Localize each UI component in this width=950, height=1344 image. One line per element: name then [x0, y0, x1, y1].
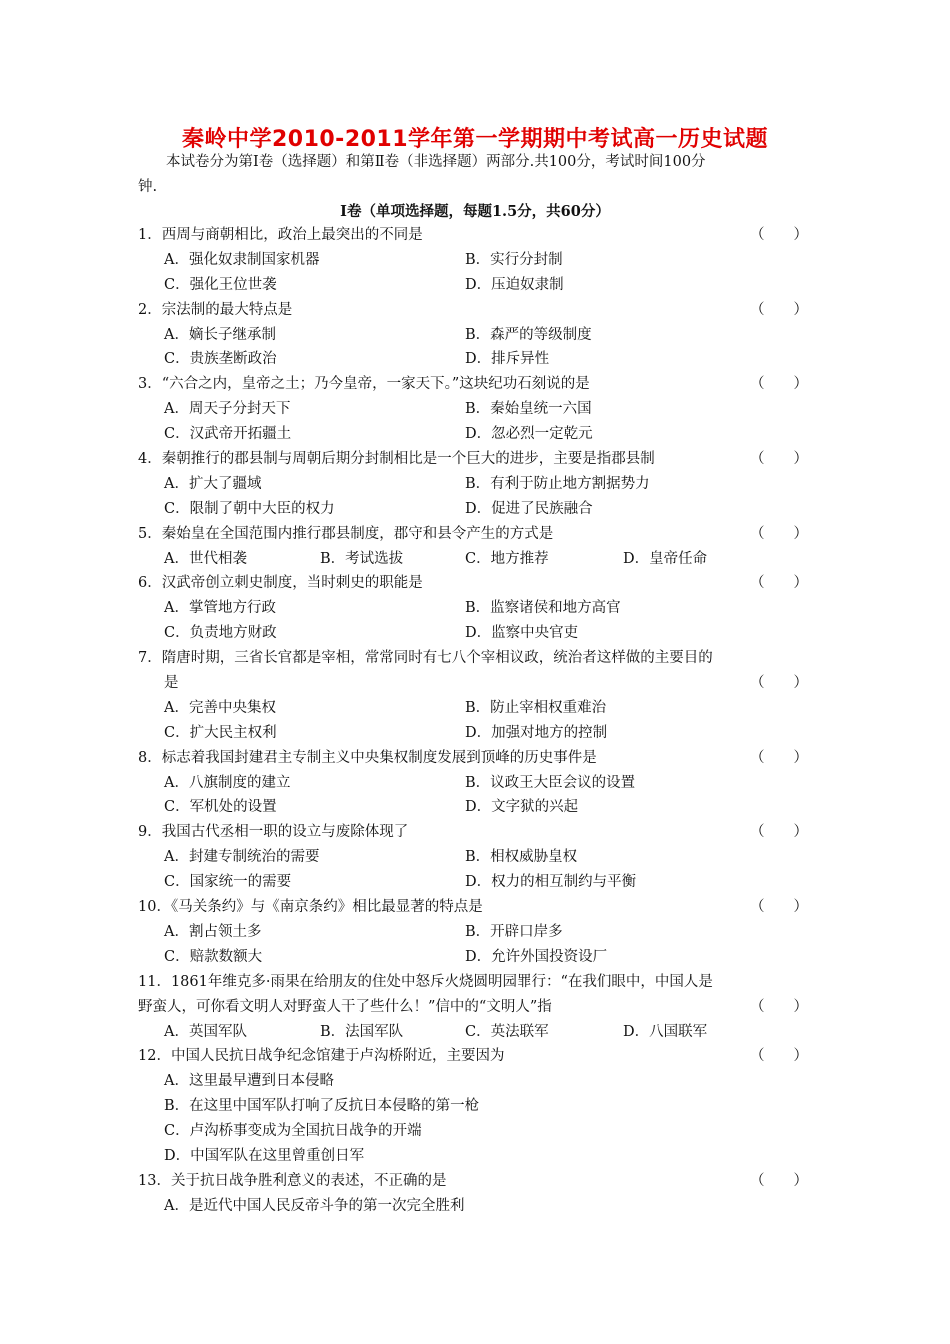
option-a: A．割占领土多 [164, 923, 262, 940]
question-stem: 12．中国人民抗日战争纪念馆建于卢沟桥附近，主要因为 （ ） [138, 1044, 808, 1069]
option-d: D．权力的相互制约与平衡 [465, 874, 637, 891]
option-c: C．地方推荐 [465, 550, 549, 567]
question-stem: 5．秦始皇在全国范围内推行郡县制度，郡守和县令产生的方式是 （ ） [138, 522, 808, 547]
question-list [138, 223, 808, 1219]
option-a: A．周天子分封天下 [164, 401, 291, 418]
question-stem: 1．西周与商朝相比，政治上最突出的不同是 （ ） [138, 223, 808, 248]
answer-bracket: （ ） [750, 998, 808, 1015]
option-b: B．在这里中国军队打响了反抗日本侵略的第一枪 [164, 1098, 480, 1115]
option-a: A．强化奴隶制国家机器 [164, 251, 320, 268]
question-stem: 3．“六合之内，皇帝之土；乃今皇帝，一家天下。”这块纪功石刻说的是 （ ） [138, 372, 808, 397]
option-c: C．限制了朝中大臣的权力 [164, 500, 335, 517]
option-b: B．实行分封制 [465, 251, 563, 268]
option-c: C．贵族垄断政治 [164, 351, 277, 368]
section-heading: Ⅰ卷（单项选择题，每题1.5分，共60分） [340, 203, 610, 220]
answer-bracket: （ ） [750, 301, 808, 318]
option-d: D．中国军队在这里曾重创日军 [164, 1147, 365, 1164]
option-d: D．排斥异性 [465, 351, 550, 368]
option-c: C．卢沟桥事变成为全国抗日战争的开端 [164, 1123, 422, 1140]
option-b: B．开辟口岸多 [465, 923, 563, 940]
option-c: C．国家统一的需要 [164, 874, 292, 891]
option-b: B．监察诸侯和地方高官 [465, 600, 621, 617]
option-a: A．这里最早遭到日本侵略 [164, 1073, 334, 1090]
option-c: C．英法联军 [465, 1023, 549, 1040]
answer-bracket: （ ） [750, 451, 808, 468]
option-d: D．皇帝任命 [623, 550, 708, 567]
option-a: A．嫡长子继承制 [164, 326, 276, 343]
option-a: A．完善中央集权 [164, 699, 276, 716]
option-a: A．扩大了疆域 [164, 475, 262, 492]
page-title: 秦岭中学2010-2011学年第一学期期中考试高一历史试题 [181, 127, 769, 152]
option-b: B．法国军队 [320, 1023, 404, 1040]
option-a: A．封建专制统治的需要 [164, 849, 320, 866]
option-b: B．防止宰相权重难治 [465, 699, 607, 716]
option-c: C．负责地方财政 [164, 625, 277, 642]
exam-intro [138, 150, 818, 200]
intro-line-1: 本试卷分为第Ⅰ卷（选择题）和第Ⅱ卷（非选择题）两部分.共100分，考试时间100分 [166, 154, 706, 170]
intro-line-2: 钟. [138, 179, 158, 195]
option-b: B．考试选拔 [320, 550, 404, 567]
question-stem-continued: 是 （ ） [138, 671, 808, 696]
option-a: A．英国军队 [164, 1023, 247, 1040]
answer-bracket: （ ） [750, 525, 808, 542]
option-b: B．秦始皇统一六国 [465, 401, 592, 418]
question-stem: 4．秦朝推行的郡县制与周朝后期分封制相比是一个巨大的进步，主要是指郡县制 （ ） [138, 447, 808, 472]
option-b: B．相权威胁皇权 [465, 849, 578, 866]
question-stem: 6．汉武帝创立刺史制度，当时刺史的职能是 （ ） [138, 571, 808, 596]
option-b: B．森严的等级制度 [465, 326, 592, 343]
question-stem-continued: 野蛮人，可你看文明人对野蛮人干了些什么！”信中的“文明人”指 （ ） [138, 995, 808, 1020]
question-stem: 10．《马关条约》与《南京条约》相比最显著的特点是 （ ） [138, 895, 808, 920]
answer-bracket: （ ） [750, 899, 808, 916]
answer-bracket: （ ） [750, 575, 808, 592]
option-d: D．八国联军 [623, 1023, 708, 1040]
answer-bracket: （ ） [750, 1172, 808, 1189]
option-d: D．压迫奴隶制 [465, 276, 564, 293]
option-b: B．有利于防止地方割据势力 [465, 475, 650, 492]
option-a: A．掌管地方行政 [164, 600, 276, 617]
question-stem: 7．隋唐时期，三省长官都是宰相，常常同时有七八个宰相议政，统治者这样做的主要目的 [138, 650, 713, 667]
answer-bracket: （ ） [750, 824, 808, 841]
answer-bracket: （ ） [750, 227, 808, 243]
option-a: A．是近代中国人民反帝斗争的第一次完全胜利 [164, 1197, 465, 1214]
option-d: D．允许外国投资设厂 [465, 948, 608, 965]
option-c: C．汉武帝开拓疆土 [164, 426, 292, 443]
option-c: C．赔款数额大 [164, 948, 263, 965]
option-d: D．促进了民族融合 [465, 500, 593, 517]
option-a: A．世代相袭 [164, 550, 247, 567]
answer-bracket: （ ） [750, 376, 808, 393]
question-stem: 8．标志着我国封建君主专制主义中央集权制度发展到顶峰的历史事件是 （ ） [138, 746, 808, 771]
question-stem: 11．1861年维克多·雨果在给朋友的住处中怒斥火烧圆明园罪行：“在我们眼中，中国人是 [138, 973, 713, 990]
answer-bracket: （ ） [750, 749, 808, 766]
option-c: C．扩大民主权利 [164, 724, 277, 741]
option-d: D．加强对地方的控制 [465, 724, 608, 741]
option-d: D．监察中央官吏 [465, 625, 579, 642]
option-b: B．议政王大臣会议的设置 [465, 774, 636, 791]
option-a: A．八旗制度的建立 [164, 774, 291, 791]
option-d: D．忽必烈一定乾元 [465, 426, 593, 443]
question-stem: 13．关于抗日战争胜利意义的表述，不正确的是 （ ） [138, 1169, 808, 1194]
option-d: D．文字狱的兴起 [465, 799, 579, 816]
question-stem: 2．宗法制的最大特点是 （ ） [138, 298, 808, 323]
question-stem: 9．我国古代丞相一职的设立与废除体现了 （ ） [138, 820, 808, 845]
option-c: C．强化王位世袭 [164, 276, 277, 293]
answer-bracket: （ ） [750, 1048, 808, 1065]
answer-bracket: （ ） [750, 675, 808, 692]
option-c: C．军机处的设置 [164, 799, 277, 816]
